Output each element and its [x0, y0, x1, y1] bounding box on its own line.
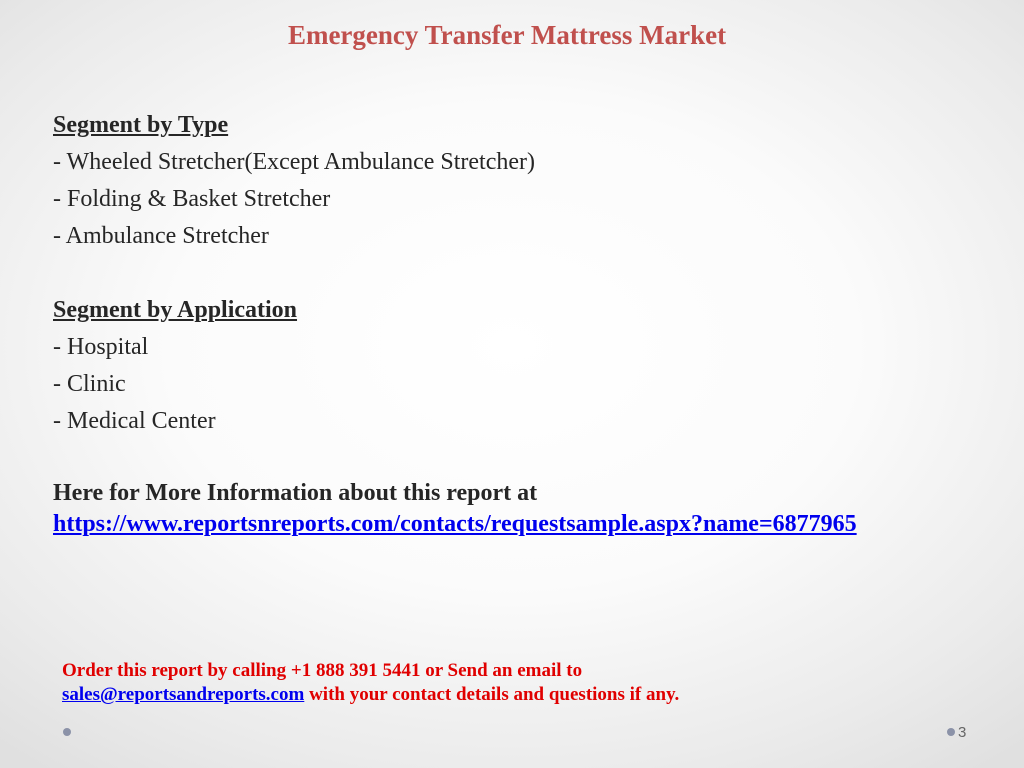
segment-type-item: - Ambulance Stretcher	[53, 223, 269, 249]
footer-bullet-left	[63, 728, 71, 736]
section-spacer	[53, 255, 993, 292]
email-link[interactable]: sales@reportsandreports.com	[62, 684, 305, 705]
order-notice	[62, 659, 862, 707]
segment-application-heading: Segment by Application	[53, 297, 298, 323]
segment-type-item: - Folding & Basket Stretcher	[53, 186, 331, 212]
segment-type-heading: Segment by Type	[53, 112, 229, 138]
segment-application-section	[53, 292, 993, 440]
segment-type-item: - Wheeled Stretcher(Except Ambulance Stretcher)	[53, 149, 536, 175]
segment-application-item: - Hospital	[53, 334, 149, 360]
segment-application-item: - Clinic	[53, 371, 126, 397]
slide-body	[53, 107, 993, 540]
footer-bullet-right	[947, 728, 955, 736]
more-info-text: Here for More Information about this report at	[53, 480, 538, 506]
order-text: Order this report by calling +1 888 391 5441 or Send an email to	[62, 660, 583, 681]
slide-title: Emergency Transfer Mattress Market	[287, 20, 727, 50]
order-text-after: with your contact details and questions if any.	[304, 684, 680, 705]
segment-type-section	[53, 107, 993, 255]
report-link[interactable]: https://www.reportsnreports.com/contacts/requestsample.aspx?name=6877965	[53, 511, 857, 537]
page-number: 3	[958, 724, 967, 741]
segment-application-item: - Medical Center	[53, 408, 216, 434]
more-info-section	[53, 478, 993, 540]
